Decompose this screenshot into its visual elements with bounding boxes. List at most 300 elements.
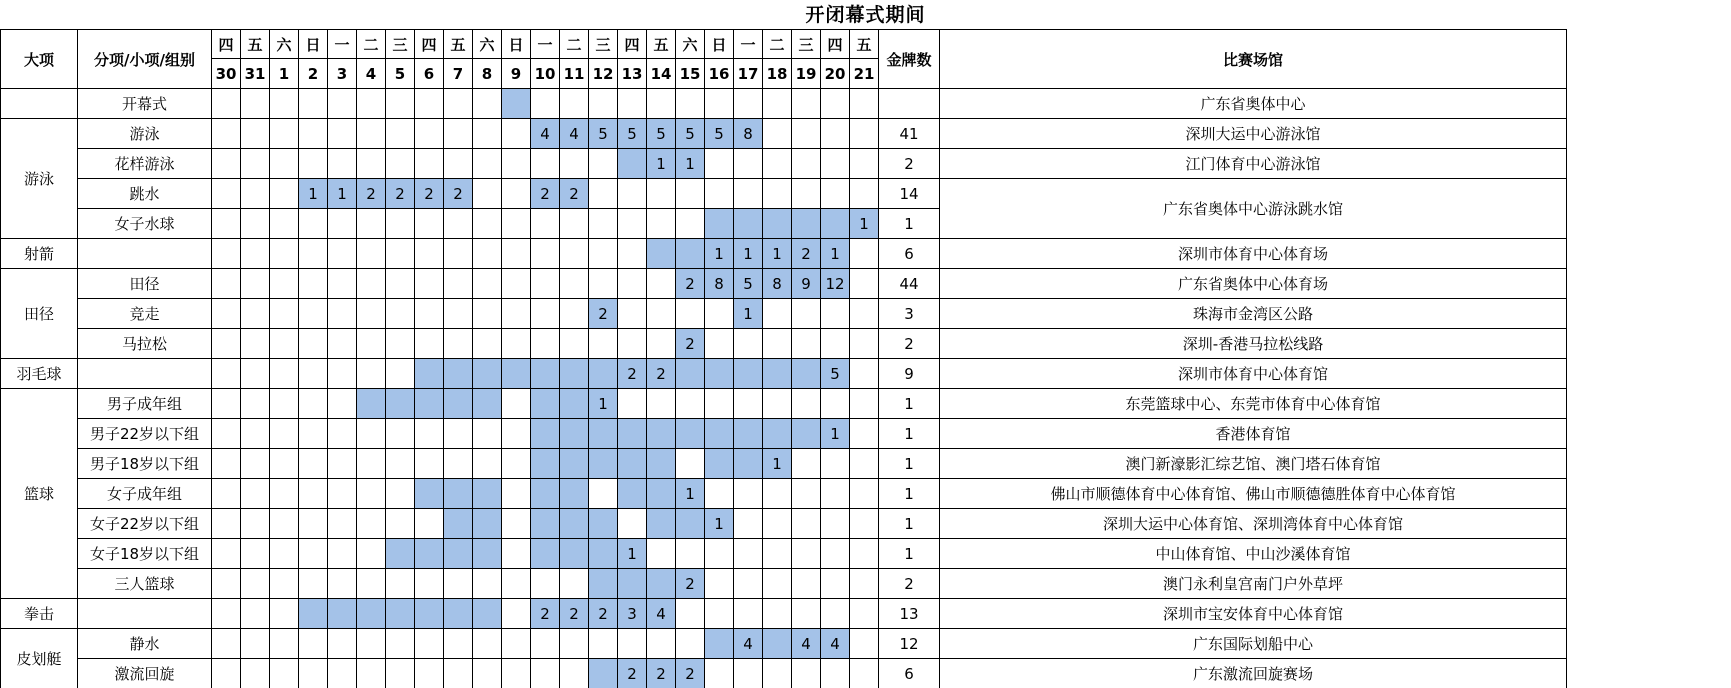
day-cell	[560, 449, 589, 479]
schedule-row	[1, 299, 1567, 329]
day-cell	[241, 299, 270, 329]
day-cell	[734, 539, 763, 569]
day-cell: 9	[792, 269, 821, 299]
day-cell	[241, 269, 270, 299]
venue-cell: 江门体育中心游泳馆	[940, 149, 1567, 179]
schedule-row	[1, 599, 1567, 629]
day-cell	[821, 119, 850, 149]
day-cell	[502, 479, 531, 509]
day-cell	[299, 329, 328, 359]
day-cell: 8	[705, 269, 734, 299]
weekday-header: 四	[415, 30, 444, 59]
date-header: 20	[821, 59, 850, 89]
event-category: 羽毛球	[1, 359, 78, 389]
venue-cell: 广东激流回旋赛场	[940, 659, 1567, 688]
day-cell: 2	[618, 359, 647, 389]
day-cell	[357, 269, 386, 299]
day-cell	[357, 569, 386, 599]
day-cell	[705, 149, 734, 179]
day-cell	[270, 509, 299, 539]
date-header: 3	[328, 59, 357, 89]
date-header: 4	[357, 59, 386, 89]
day-cell: 2	[357, 179, 386, 209]
day-cell	[270, 299, 299, 329]
event-category: 游泳	[1, 119, 78, 239]
day-cell	[357, 239, 386, 269]
day-cell	[705, 539, 734, 569]
day-cell	[531, 359, 560, 389]
event-subitem: 竞走	[78, 299, 212, 329]
day-cell	[299, 149, 328, 179]
medal-count: 6	[879, 659, 940, 688]
day-cell	[357, 419, 386, 449]
venue-cell: 深圳市体育中心体育场	[940, 239, 1567, 269]
day-cell	[705, 659, 734, 688]
day-cell	[763, 119, 792, 149]
day-cell	[328, 479, 357, 509]
day-cell	[299, 479, 328, 509]
day-cell	[531, 449, 560, 479]
day-cell	[821, 149, 850, 179]
day-cell: 2	[676, 269, 705, 299]
day-cell: 1	[734, 299, 763, 329]
day-cell	[299, 359, 328, 389]
weekday-header: 六	[270, 30, 299, 59]
day-cell: 2	[589, 599, 618, 629]
day-cell	[618, 239, 647, 269]
day-cell	[241, 329, 270, 359]
weekday-header: 日	[502, 30, 531, 59]
day-cell	[212, 389, 241, 419]
day-cell	[328, 149, 357, 179]
day-cell: 1	[821, 419, 850, 449]
day-cell	[444, 209, 473, 239]
day-cell	[473, 149, 502, 179]
day-cell	[299, 539, 328, 569]
day-cell	[734, 509, 763, 539]
day-cell	[270, 629, 299, 659]
day-cell	[502, 449, 531, 479]
day-cell	[502, 119, 531, 149]
day-cell	[502, 599, 531, 629]
day-cell	[473, 329, 502, 359]
day-cell	[328, 659, 357, 688]
day-cell	[212, 449, 241, 479]
day-cell: 2	[386, 179, 415, 209]
day-cell	[647, 479, 676, 509]
day-cell	[676, 449, 705, 479]
day-cell	[618, 389, 647, 419]
day-cell: 1	[676, 149, 705, 179]
venue-cell: 深圳市体育中心体育馆	[940, 359, 1567, 389]
venue-cell: 广东国际划船中心	[940, 629, 1567, 659]
day-cell	[241, 599, 270, 629]
date-header: 9	[502, 59, 531, 89]
day-cell	[444, 299, 473, 329]
day-cell	[357, 359, 386, 389]
event-category: 射箭	[1, 239, 78, 269]
day-cell	[705, 389, 734, 419]
day-cell	[705, 449, 734, 479]
medal-count: 1	[879, 539, 940, 569]
day-cell	[241, 659, 270, 688]
day-cell	[618, 419, 647, 449]
header-venue: 比赛场馆	[940, 30, 1567, 89]
day-cell	[705, 479, 734, 509]
day-cell	[763, 569, 792, 599]
day-cell	[473, 209, 502, 239]
schedule-row	[1, 359, 1567, 389]
day-cell	[676, 539, 705, 569]
day-cell	[415, 659, 444, 688]
day-cell	[386, 389, 415, 419]
day-cell: 2	[792, 239, 821, 269]
date-header: 2	[299, 59, 328, 89]
day-cell	[792, 569, 821, 599]
event-category: 田径	[1, 269, 78, 359]
medal-count: 1	[879, 509, 940, 539]
day-cell	[386, 359, 415, 389]
day-cell	[212, 149, 241, 179]
date-header: 17	[734, 59, 763, 89]
day-cell	[270, 539, 299, 569]
date-header: 18	[763, 59, 792, 89]
day-cell	[850, 299, 879, 329]
day-cell	[792, 149, 821, 179]
event-subitem: 激流回旋	[78, 659, 212, 688]
day-cell	[415, 629, 444, 659]
venue-cell: 澳门永利皇宫南门户外草坪	[940, 569, 1567, 599]
day-cell	[473, 239, 502, 269]
day-cell	[444, 419, 473, 449]
day-cell	[676, 509, 705, 539]
day-cell	[618, 569, 647, 599]
day-cell	[328, 509, 357, 539]
date-header: 8	[473, 59, 502, 89]
day-cell	[299, 89, 328, 119]
schedule-row	[1, 479, 1567, 509]
day-cell	[763, 599, 792, 629]
day-cell	[386, 509, 415, 539]
date-header: 15	[676, 59, 705, 89]
day-cell	[386, 239, 415, 269]
schedule-row	[1, 419, 1567, 449]
day-cell	[647, 629, 676, 659]
day-cell	[241, 179, 270, 209]
day-cell	[415, 299, 444, 329]
day-cell	[212, 569, 241, 599]
weekday-header: 五	[444, 30, 473, 59]
medal-count: 1	[879, 209, 940, 239]
day-cell	[212, 239, 241, 269]
day-cell	[444, 479, 473, 509]
schedule-row	[1, 509, 1567, 539]
day-cell	[763, 659, 792, 688]
day-cell	[328, 119, 357, 149]
day-cell	[473, 659, 502, 688]
weekday-header: 四	[618, 30, 647, 59]
day-cell	[647, 299, 676, 329]
day-cell	[241, 569, 270, 599]
day-cell	[734, 329, 763, 359]
day-cell	[850, 509, 879, 539]
day-cell	[589, 269, 618, 299]
day-cell	[531, 209, 560, 239]
day-cell	[473, 539, 502, 569]
day-cell	[560, 209, 589, 239]
day-cell	[589, 449, 618, 479]
weekday-header: 二	[560, 30, 589, 59]
schedule-row	[1, 179, 1567, 209]
day-cell: 4	[560, 119, 589, 149]
weekday-header: 一	[734, 30, 763, 59]
day-cell	[386, 299, 415, 329]
day-cell: 12	[821, 269, 850, 299]
day-cell	[473, 299, 502, 329]
day-cell	[589, 329, 618, 359]
day-cell	[676, 89, 705, 119]
day-cell	[763, 629, 792, 659]
day-cell	[647, 209, 676, 239]
day-cell	[386, 659, 415, 688]
day-cell	[212, 269, 241, 299]
day-cell	[850, 479, 879, 509]
day-cell	[270, 599, 299, 629]
event-category: 皮划艇	[1, 629, 78, 688]
day-cell	[444, 359, 473, 389]
day-cell	[589, 359, 618, 389]
day-cell	[270, 419, 299, 449]
day-cell	[647, 89, 676, 119]
day-cell	[821, 599, 850, 629]
day-cell	[473, 419, 502, 449]
day-cell	[676, 299, 705, 329]
day-cell	[270, 89, 299, 119]
day-cell	[821, 539, 850, 569]
day-cell	[734, 479, 763, 509]
day-cell	[792, 389, 821, 419]
day-cell	[647, 239, 676, 269]
day-cell	[618, 269, 647, 299]
weekday-header: 三	[589, 30, 618, 59]
day-cell	[763, 359, 792, 389]
day-cell	[705, 419, 734, 449]
day-cell	[328, 389, 357, 419]
day-cell	[560, 479, 589, 509]
event-subitem: 女子水球	[78, 209, 212, 239]
day-cell: 2	[531, 179, 560, 209]
day-cell	[415, 359, 444, 389]
day-cell	[473, 449, 502, 479]
schedule-row	[1, 269, 1567, 299]
day-cell	[792, 119, 821, 149]
header-row-weekdays	[1, 30, 1567, 59]
day-cell	[676, 629, 705, 659]
day-cell	[531, 329, 560, 359]
day-cell	[792, 299, 821, 329]
day-cell	[560, 539, 589, 569]
day-cell	[444, 329, 473, 359]
day-cell	[821, 509, 850, 539]
day-cell	[299, 509, 328, 539]
day-cell	[792, 449, 821, 479]
day-cell	[734, 419, 763, 449]
date-header: 5	[386, 59, 415, 89]
day-cell	[212, 209, 241, 239]
day-cell	[415, 149, 444, 179]
day-cell	[473, 179, 502, 209]
event-category: 篮球	[1, 389, 78, 599]
day-cell	[589, 509, 618, 539]
day-cell	[328, 449, 357, 479]
day-cell	[502, 629, 531, 659]
day-cell	[647, 449, 676, 479]
day-cell	[473, 269, 502, 299]
day-cell: 1	[328, 179, 357, 209]
day-cell	[444, 629, 473, 659]
day-cell	[647, 569, 676, 599]
day-cell	[386, 209, 415, 239]
day-cell	[444, 269, 473, 299]
day-cell	[705, 209, 734, 239]
day-cell	[531, 89, 560, 119]
day-cell	[647, 419, 676, 449]
weekday-header: 一	[328, 30, 357, 59]
day-cell	[502, 329, 531, 359]
day-cell: 2	[647, 659, 676, 688]
day-cell: 1	[734, 239, 763, 269]
day-cell	[734, 449, 763, 479]
day-cell: 2	[676, 659, 705, 688]
day-cell	[589, 209, 618, 239]
day-cell	[270, 269, 299, 299]
day-cell: 5	[589, 119, 618, 149]
competition-schedule-table	[0, 29, 1567, 688]
day-cell: 5	[705, 119, 734, 149]
day-cell	[705, 329, 734, 359]
day-cell	[618, 179, 647, 209]
medal-count: 14	[879, 179, 940, 209]
day-cell	[763, 209, 792, 239]
day-cell: 1	[763, 239, 792, 269]
day-cell	[241, 509, 270, 539]
day-cell	[763, 299, 792, 329]
day-cell	[270, 329, 299, 359]
day-cell	[299, 569, 328, 599]
day-cell	[821, 179, 850, 209]
day-cell: 8	[763, 269, 792, 299]
event-subitem: 女子22岁以下组	[78, 509, 212, 539]
day-cell	[560, 629, 589, 659]
day-cell	[444, 569, 473, 599]
day-cell	[473, 389, 502, 419]
date-header: 31	[241, 59, 270, 89]
day-cell	[270, 119, 299, 149]
day-cell	[299, 659, 328, 688]
header-medals: 金牌数	[879, 30, 940, 89]
day-cell	[676, 599, 705, 629]
day-cell	[531, 299, 560, 329]
day-cell	[502, 659, 531, 688]
day-cell	[850, 569, 879, 599]
day-cell	[589, 479, 618, 509]
day-cell	[473, 569, 502, 599]
date-header: 21	[850, 59, 879, 89]
day-cell	[850, 179, 879, 209]
event-category: 拳击	[1, 599, 78, 629]
day-cell	[415, 419, 444, 449]
day-cell	[444, 659, 473, 688]
day-cell	[415, 449, 444, 479]
day-cell	[705, 89, 734, 119]
day-cell	[647, 539, 676, 569]
weekday-header: 三	[792, 30, 821, 59]
day-cell: 8	[734, 119, 763, 149]
day-cell	[792, 209, 821, 239]
day-cell	[821, 449, 850, 479]
day-cell	[212, 419, 241, 449]
venue-cell: 深圳-香港马拉松线路	[940, 329, 1567, 359]
day-cell	[763, 329, 792, 359]
day-cell	[502, 389, 531, 419]
day-cell	[560, 329, 589, 359]
day-cell	[763, 509, 792, 539]
weekday-header: 二	[357, 30, 386, 59]
day-cell	[502, 179, 531, 209]
day-cell	[734, 89, 763, 119]
day-cell	[560, 299, 589, 329]
day-cell: 2	[531, 599, 560, 629]
day-cell	[270, 569, 299, 599]
day-cell	[415, 479, 444, 509]
venue-cell: 佛山市顺德体育中心体育馆、佛山市顺德德胜体育中心体育馆	[940, 479, 1567, 509]
venue-cell: 广东省奥体中心	[940, 89, 1567, 119]
day-cell	[386, 449, 415, 479]
day-cell	[444, 119, 473, 149]
date-header: 30	[212, 59, 241, 89]
medal-count: 44	[879, 269, 940, 299]
day-cell: 2	[676, 569, 705, 599]
day-cell	[299, 599, 328, 629]
weekday-header: 六	[473, 30, 502, 59]
day-cell	[618, 299, 647, 329]
day-cell	[473, 119, 502, 149]
day-cell	[850, 539, 879, 569]
day-cell	[821, 209, 850, 239]
day-cell	[589, 239, 618, 269]
schedule-row	[1, 239, 1567, 269]
schedule-row	[1, 149, 1567, 179]
opening-label: 开幕式	[78, 89, 212, 119]
day-cell	[473, 359, 502, 389]
day-cell	[328, 629, 357, 659]
day-cell	[821, 569, 850, 599]
day-cell	[212, 509, 241, 539]
schedule-row	[1, 569, 1567, 599]
day-cell: 2	[560, 179, 589, 209]
schedule-row	[1, 119, 1567, 149]
day-cell	[734, 599, 763, 629]
day-cell	[676, 239, 705, 269]
day-cell	[763, 89, 792, 119]
day-cell	[328, 269, 357, 299]
medal-count: 6	[879, 239, 940, 269]
day-cell	[212, 599, 241, 629]
day-cell	[792, 539, 821, 569]
day-cell	[763, 389, 792, 419]
day-cell: 1	[821, 239, 850, 269]
day-cell	[589, 419, 618, 449]
